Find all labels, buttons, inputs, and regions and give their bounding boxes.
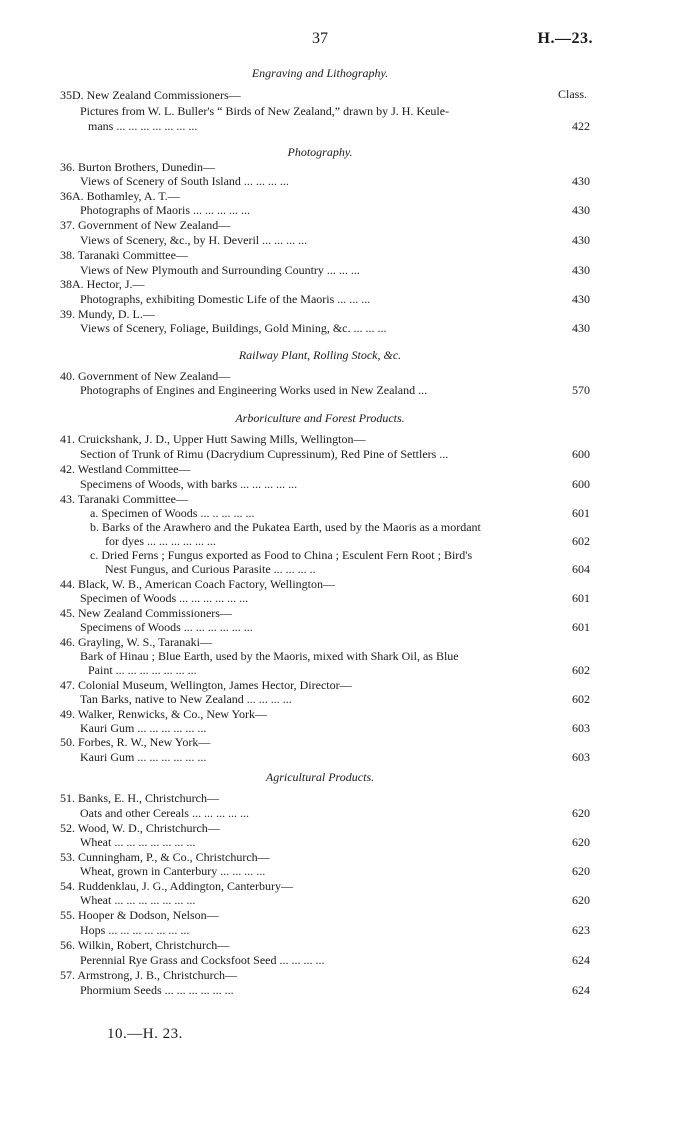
entry-description xyxy=(80,321,590,336)
entry-text: 46. Grayling, W. S., Taranaki— xyxy=(60,635,212,649)
class-number: 430 xyxy=(572,263,590,277)
entry-description xyxy=(80,591,590,606)
class-number: 602 xyxy=(572,663,590,677)
entry-exhibitor xyxy=(60,908,590,923)
class-number: 620 xyxy=(572,893,590,907)
entry-text: Oats and other Cereals ... ... ... ... ... xyxy=(80,806,249,820)
entry-exhibitor xyxy=(60,938,590,953)
class-number: 600 xyxy=(572,477,590,491)
entry-exhibitor xyxy=(60,277,590,292)
footer-code: 10.—H. 23. xyxy=(107,1026,183,1042)
entry-description xyxy=(80,174,590,189)
entry-text: Views of Scenery of South Island ... ... ... ... xyxy=(80,174,289,188)
page-number: 37 xyxy=(312,30,328,47)
class-number: 602 xyxy=(572,534,590,548)
entry-text: 35D. New Zealand Commissioners— xyxy=(60,88,241,102)
entry-description xyxy=(80,477,590,492)
class-number: 620 xyxy=(572,835,590,849)
class-number: 620 xyxy=(572,864,590,878)
entry-exhibitor xyxy=(60,735,590,750)
entry-exhibitor xyxy=(60,248,590,263)
entry-description xyxy=(80,620,590,635)
entry-exhibitor xyxy=(60,850,590,865)
entry-text: c. Dried Ferns ; Fungus exported as Food to China ; Esculent Fern Root ; Bird's xyxy=(90,548,473,562)
entry-text: 42. Westland Committee— xyxy=(60,462,191,476)
class-number: 624 xyxy=(572,953,590,967)
class-number: 430 xyxy=(572,174,590,188)
entry-description xyxy=(80,383,590,398)
entry-text: 39. Mundy, D. L.— xyxy=(60,307,155,321)
entry-text: 54. Ruddenklau, J. G., Addington, Canterbury— xyxy=(60,879,293,893)
entry-text: 38A. Hector, J.— xyxy=(60,277,145,291)
entry-exhibitor xyxy=(60,577,590,592)
entry-exhibitor xyxy=(60,606,590,621)
entry-description xyxy=(88,119,590,134)
entry-text: 57. Armstrong, J. B., Christchurch— xyxy=(60,968,237,982)
class-number: 620 xyxy=(572,806,590,820)
entry-exhibitor xyxy=(60,492,590,507)
entry-exhibitor xyxy=(60,879,590,894)
entry-text: 36A. Bothamley, A. T.— xyxy=(60,189,180,203)
section-title-photography: Photography. xyxy=(287,145,353,159)
entry-text: Hops ... ... ... ... ... ... ... xyxy=(80,923,190,937)
class-number: 422 xyxy=(572,119,590,133)
entry-exhibitor xyxy=(60,791,590,806)
entry-description xyxy=(80,864,590,879)
page-header xyxy=(0,30,700,50)
entry-text: 52. Wood, W. D., Christchurch— xyxy=(60,821,220,835)
entry-text: 41. Cruickshank, J. D., Upper Hutt Sawing Mills, Wellington— xyxy=(60,432,366,446)
entry-text: 56. Wilkin, Robert, Christchurch— xyxy=(60,938,230,952)
entry-exhibitor xyxy=(60,462,590,477)
entry-text: Views of Scenery, Foliage, Buildings, Gold Mining, &c. ... ... ... xyxy=(80,321,387,335)
class-number: 430 xyxy=(572,233,590,247)
entry-text: 43. Taranaki Committee— xyxy=(60,492,188,506)
entry-description xyxy=(80,263,590,278)
entry-exhibitor xyxy=(60,369,590,384)
entry-text: Photographs of Engines and Engineering Works used in New Zealand ... xyxy=(80,383,428,397)
entry-text: Kauri Gum ... ... ... ... ... ... xyxy=(80,721,207,735)
entry-text: Views of New Plymouth and Surrounding Country ... ... ... xyxy=(80,263,360,277)
entry-description xyxy=(80,104,590,119)
entry-description xyxy=(80,893,590,908)
entry-text: Specimens of Woods ... ... ... ... ... ... xyxy=(80,620,253,634)
entry-description xyxy=(80,983,590,998)
entry-exhibitor xyxy=(60,968,590,983)
class-number: 570 xyxy=(572,383,590,397)
entry-text: Wheat ... ... ... ... ... ... ... xyxy=(80,893,196,907)
entry-description xyxy=(80,233,590,248)
entry-exhibitor xyxy=(60,307,590,322)
entry-text: Tan Barks, native to New Zealand ... ... ... ... xyxy=(80,692,292,706)
entry-description xyxy=(80,953,590,968)
entry-description xyxy=(80,835,590,850)
entry-description xyxy=(90,506,590,521)
entry-description xyxy=(80,649,590,664)
class-number: 430 xyxy=(572,203,590,217)
entry-text: 47. Colonial Museum, Wellington, James Hector, Director— xyxy=(60,678,352,692)
entry-text: Perennial Rye Grass and Cocksfoot Seed ... ... ... ... xyxy=(80,953,325,967)
entry-description xyxy=(105,534,590,549)
class-number: 603 xyxy=(572,750,590,764)
class-number: 601 xyxy=(572,506,590,520)
entry-text: 40. Government of New Zealand— xyxy=(60,369,231,383)
entry-text: Photographs of Maoris ... ... ... ... ... xyxy=(80,203,250,217)
class-number: 604 xyxy=(572,562,590,576)
entry-exhibitor xyxy=(60,218,590,233)
entry-exhibitor xyxy=(60,678,590,693)
entry-description xyxy=(80,203,590,218)
entry-text: Specimen of Woods ... ... ... ... ... ... xyxy=(80,591,249,605)
entry-exhibitor xyxy=(60,88,590,103)
entry-text: Kauri Gum ... ... ... ... ... ... xyxy=(80,750,207,764)
entry-text: Specimens of Woods, with barks ... ... ... ... ... xyxy=(80,477,298,491)
entry-description xyxy=(80,292,590,307)
entry-description xyxy=(90,520,590,535)
document-reference: H.—23. xyxy=(537,30,593,47)
entry-exhibitor xyxy=(60,821,590,836)
entry-text: Wheat, grown in Canterbury ... ... ... ... xyxy=(80,864,266,878)
entry-text: 37. Government of New Zealand— xyxy=(60,218,231,232)
entry-description xyxy=(90,548,590,563)
entry-text: Phormium Seeds ... ... ... ... ... ... xyxy=(80,983,234,997)
entry-exhibitor xyxy=(60,160,590,175)
entry-description xyxy=(80,750,590,765)
entry-text: 45. New Zealand Commissioners— xyxy=(60,606,232,620)
entry-text: 38. Taranaki Committee— xyxy=(60,248,188,262)
class-number: 601 xyxy=(572,620,590,634)
class-number: 601 xyxy=(572,591,590,605)
entry-text: a. Specimen of Woods ... .. ... ... ... xyxy=(90,506,255,520)
entry-text: 53. Cunningham, P., & Co., Christchurch— xyxy=(60,850,270,864)
entry-description xyxy=(80,806,590,821)
entry-text: Bark of Hinau ; Blue Earth, used by the Maoris, mixed with Shark Oil, as Blue xyxy=(80,649,459,663)
entry-exhibitor xyxy=(60,432,590,447)
section-title-railway: Railway Plant, Rolling Stock, &c. xyxy=(238,348,402,362)
section-title-engraving: Engraving and Lithography. xyxy=(251,66,389,80)
entry-text: Photographs, exhibiting Domestic Life of the Maoris ... ... ... xyxy=(80,292,371,306)
entry-exhibitor xyxy=(60,189,590,204)
entry-text: 36. Burton Brothers, Dunedin— xyxy=(60,160,215,174)
class-number: 430 xyxy=(572,321,590,335)
section-title-agriculture: Agricultural Products. xyxy=(265,770,375,784)
entry-description xyxy=(80,923,590,938)
entry-exhibitor xyxy=(60,635,590,650)
entry-description xyxy=(80,447,590,462)
entry-text: for dyes ... ... ... ... ... ... xyxy=(105,534,216,548)
entry-text: 44. Black, W. B., American Coach Factory, Wellington— xyxy=(60,577,335,591)
class-number: 602 xyxy=(572,692,590,706)
entry-description xyxy=(105,562,590,577)
entry-description xyxy=(80,692,590,707)
entry-description xyxy=(80,721,590,736)
entry-text: Paint ... ... ... ... ... ... ... xyxy=(88,663,197,677)
entry-text: 55. Hooper & Dodson, Nelson— xyxy=(60,908,219,922)
class-number: 603 xyxy=(572,721,590,735)
class-column-heading: Class. xyxy=(558,87,588,101)
entry-text: 51. Banks, E. H., Christchurch— xyxy=(60,791,219,805)
entry-text: 50. Forbes, R. W., New York— xyxy=(60,735,211,749)
entry-text: mans ... ... ... ... ... ... ... xyxy=(88,119,198,133)
entry-text: 49. Walker, Renwicks, & Co., New York— xyxy=(60,707,267,721)
entry-text: b. Barks of the Arawhero and the Pukatea Earth, used by the Maoris as a mordant xyxy=(90,520,481,534)
class-number: 430 xyxy=(572,292,590,306)
entry-text: Pictures from W. L. Buller's “ Birds of New Zealand,” drawn by J. H. Keule- xyxy=(80,104,450,118)
class-number: 623 xyxy=(572,923,590,937)
class-number: 624 xyxy=(572,983,590,997)
entry-description xyxy=(88,663,590,678)
entry-exhibitor xyxy=(60,707,590,722)
entry-text: Nest Fungus, and Curious Parasite ... ... ... .. xyxy=(105,562,316,576)
entry-text: Wheat ... ... ... ... ... ... ... xyxy=(80,835,196,849)
class-number: 600 xyxy=(572,447,590,461)
section-title-arboriculture: Arboriculture and Forest Products. xyxy=(235,411,405,425)
entry-text: Section of Trunk of Rimu (Dacrydium Cupressinum), Red Pine of Settlers ... xyxy=(80,447,449,461)
entry-text: Views of Scenery, &c., by H. Deveril ... ... ... ... xyxy=(80,233,308,247)
